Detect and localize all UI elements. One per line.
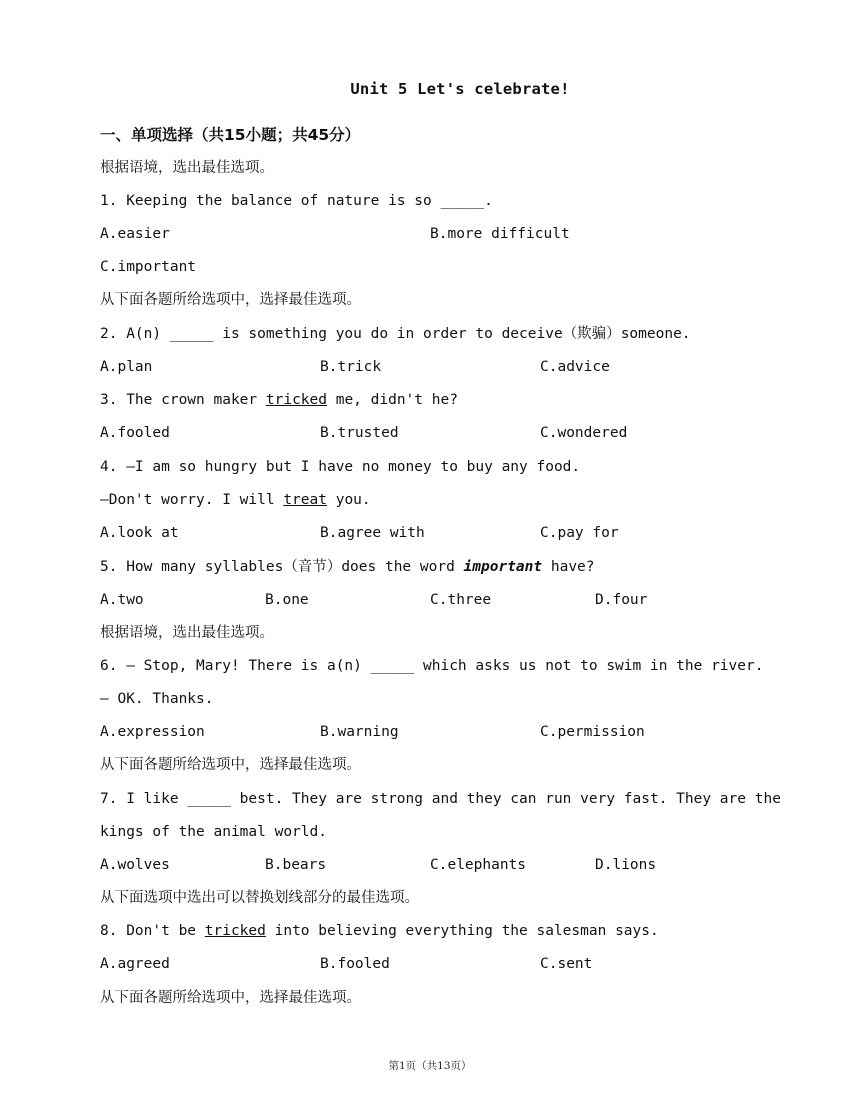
option-c: C.sent xyxy=(540,956,593,972)
option-b: B.more difficult xyxy=(430,226,570,242)
option-b: B.warning xyxy=(320,724,399,740)
question-8-text: 8. Don't be xyxy=(100,923,205,939)
option-c: C.advice xyxy=(540,359,610,375)
option-a: A.wolves xyxy=(100,857,170,873)
question-3-text-end: me, didn't he? xyxy=(326,392,458,408)
question-3-underlined: tricked xyxy=(265,392,327,408)
page-title: Unit 5 Let's celebrate! xyxy=(350,80,570,98)
option-b: B.one xyxy=(265,592,309,608)
question-5-text: 5. How many syllables xyxy=(100,559,284,575)
instruction-context-2: 根据语境，选出最佳选项。 xyxy=(100,625,274,641)
instruction-context: 根据语境，选出最佳选项。 xyxy=(100,160,274,176)
question-8-text-end: into believing everything the salesman says. xyxy=(265,923,659,939)
question-4: 4. —I am so hungry but I have no money to buy any food. xyxy=(100,459,581,475)
question-7-continued: kings of the animal world. xyxy=(100,824,327,840)
option-a: A.expression xyxy=(100,724,205,740)
option-c: C.important xyxy=(100,259,197,275)
option-d: D.four xyxy=(595,592,648,608)
question-2-gloss: （欺骗） xyxy=(562,326,621,342)
instruction-from-options-3: 从下面各题所给选项中，选择最佳选项。 xyxy=(100,990,361,1006)
question-3 xyxy=(100,389,458,411)
question-1: 1. Keeping the balance of nature is so _____. xyxy=(100,193,493,209)
question-6-reply: — OK. Thanks. xyxy=(100,691,214,707)
option-a: A.fooled xyxy=(100,425,170,441)
option-a: A.easier xyxy=(100,226,170,242)
question-8 xyxy=(100,920,659,942)
question-5-emphasis: important xyxy=(463,559,543,575)
section-heading: 一、单项选择（共15小题；共45分） xyxy=(100,126,361,144)
option-c: C.pay for xyxy=(540,525,619,541)
question-5-gloss: （音节） xyxy=(283,559,342,575)
question-2-text-end: someone. xyxy=(620,326,691,342)
question-5-text-end: have? xyxy=(542,559,595,575)
option-d: D.lions xyxy=(595,857,657,873)
page-footer: 第1页（共13页） xyxy=(388,1060,472,1072)
question-4-underlined: treat xyxy=(283,492,327,508)
option-a: A.agreed xyxy=(100,956,170,972)
option-c: C.elephants xyxy=(430,857,527,873)
instruction-replace: 从下面选项中选出可以替换划线部分的最佳选项。 xyxy=(100,890,419,906)
option-c: C.permission xyxy=(540,724,645,740)
option-c: C.wondered xyxy=(540,425,628,441)
question-4-reply-text: —Don't worry. I will xyxy=(100,492,284,508)
question-7: 7. I like _____ best. They are strong and they can run very fast. They are the xyxy=(100,791,781,807)
question-8-underlined: tricked xyxy=(204,923,266,939)
instruction-from-options-2: 从下面各题所给选项中，选择最佳选项。 xyxy=(100,757,361,773)
question-6: 6. — Stop, Mary! There is a(n) _____ which asks us not to swim in the river. xyxy=(100,658,764,674)
option-c: C.three xyxy=(430,592,492,608)
question-5 xyxy=(100,556,595,578)
question-4-reply-end: you. xyxy=(326,492,371,508)
option-b: B.trick xyxy=(320,359,382,375)
question-2-text: 2. A(n) _____ is something you do in order to deceive xyxy=(100,326,563,342)
option-b: B.agree with xyxy=(320,525,425,541)
question-3-text: 3. The crown maker xyxy=(100,392,266,408)
option-a: A.plan xyxy=(100,359,153,375)
question-5-text-mid: does the word xyxy=(341,559,464,575)
option-a: A.two xyxy=(100,592,144,608)
option-b: B.fooled xyxy=(320,956,390,972)
instruction-from-options: 从下面各题所给选项中，选择最佳选项。 xyxy=(100,292,361,308)
option-a: A.look at xyxy=(100,525,179,541)
question-4-reply xyxy=(100,489,371,511)
option-b: B.bears xyxy=(265,857,327,873)
option-b: B.trusted xyxy=(320,425,399,441)
question-2 xyxy=(100,323,691,345)
